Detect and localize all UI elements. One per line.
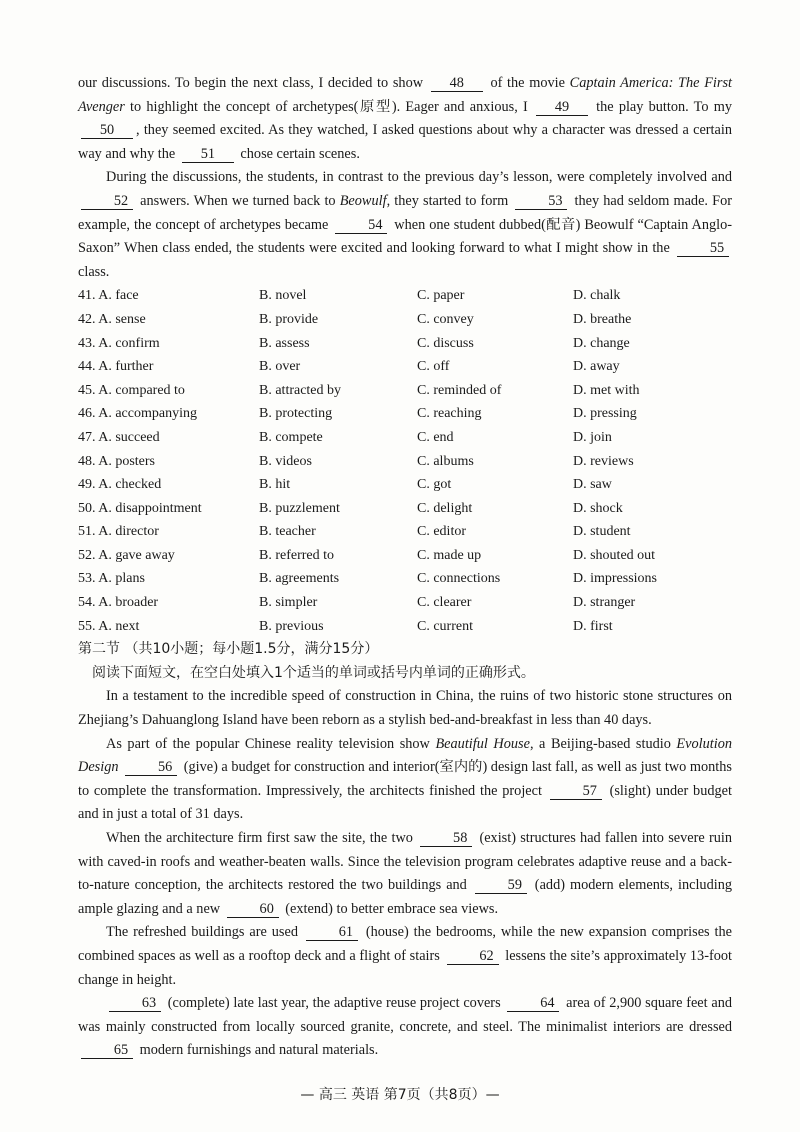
option-c: C. end	[417, 429, 454, 445]
option-b: B. referred to	[259, 547, 335, 563]
option-d: D. reviews	[573, 453, 634, 469]
option-b: B. simpler	[259, 595, 318, 611]
option-b: B. videos	[259, 453, 312, 469]
text: As part of the popular Chinese reality television show	[106, 735, 436, 752]
option-c: C. made up	[417, 547, 482, 563]
text: , they started to form	[386, 192, 513, 209]
option-c: C. reaching	[417, 406, 482, 422]
option-b: B. over	[259, 359, 301, 375]
text: class.	[78, 263, 110, 280]
option-c: C. delight	[417, 500, 473, 516]
passage-paragraph-3	[78, 827, 732, 921]
option-a: 49. A. checked	[78, 477, 162, 493]
show-title: Beautiful House	[435, 735, 530, 752]
blank-54: 54	[335, 218, 387, 234]
text: (add) modern elements, including ample glazing and a new	[78, 877, 732, 917]
text: When the architecture firm first saw the site, the two	[106, 830, 418, 846]
text: , a Beijing-based studio	[529, 735, 677, 752]
option-b: B. attracted by	[259, 382, 342, 398]
page-footer: — 高三 英语 第7页（共8页）—	[300, 1087, 500, 1103]
option-d: D. shouted out	[573, 547, 656, 563]
text: (complete) late last year, the adaptive reuse project covers	[164, 995, 505, 1012]
option-row	[78, 308, 732, 332]
blank-60: 60	[227, 902, 279, 918]
blank-51: 51	[182, 147, 234, 163]
option-b: B. hit	[259, 477, 291, 493]
option-a: 53. A. plans	[78, 571, 145, 587]
option-c: C. discuss	[417, 335, 474, 351]
option-c: C. convey	[417, 311, 474, 327]
option-row	[78, 591, 732, 615]
blank-59: 59	[475, 878, 527, 894]
option-b: B. agreements	[259, 571, 340, 587]
option-row	[78, 284, 732, 308]
option-d: D. join	[573, 429, 612, 445]
text: when one student dubbed(配音) Beowulf “Captain Anglo-Saxon” When class ended, the students were excited and looking forward to what I might show in the	[78, 216, 732, 257]
blank-62: 62	[447, 949, 499, 965]
passage-paragraph-5	[78, 992, 732, 1063]
text: (give) a budget for construction and interior(室内的) design last fall, as well as just two months to complete the transformation. Impressively, the architects finished the project	[78, 759, 732, 799]
option-row	[78, 520, 732, 544]
option-c: C. connections	[417, 571, 501, 587]
passage-paragraph-4	[78, 921, 732, 992]
option-d: D. saw	[573, 477, 612, 493]
text: , they seemed excited. As they watched, I asked questions about why a character was dressed a certain way and why the	[78, 122, 732, 162]
blank-48: 48	[431, 76, 483, 92]
option-a: 55. A. next	[78, 618, 140, 634]
option-c: C. current	[417, 618, 473, 634]
option-c: C. albums	[417, 453, 474, 469]
option-a: 44. A. further	[78, 359, 154, 375]
option-row	[78, 497, 732, 521]
option-b: B. puzzlement	[259, 500, 340, 516]
option-d: D. change	[573, 335, 630, 351]
option-d: D. chalk	[573, 288, 621, 304]
text: the play button. To my	[590, 98, 733, 115]
option-a: 42. A. sense	[78, 311, 146, 327]
option-a: 52. A. gave away	[78, 547, 175, 563]
option-b: B. teacher	[259, 524, 316, 540]
text	[119, 759, 123, 775]
text: area of 2,900 square feet and was mainly constructed from locally sourced granite, concrete, and steel. The minimalist interiors are dressed	[78, 995, 733, 1035]
option-b: B. assess	[259, 335, 310, 351]
blank-63: 63	[109, 996, 161, 1012]
option-c: C. paper	[417, 288, 465, 304]
option-row	[78, 332, 732, 356]
option-a: 48. A. posters	[78, 453, 155, 469]
option-b: B. compete	[259, 429, 323, 445]
blank-49: 49	[536, 100, 588, 116]
option-c: C. off	[417, 359, 450, 375]
option-a: 47. A. succeed	[78, 429, 160, 445]
option-c: C. clearer	[417, 595, 472, 611]
option-a: 54. A. broader	[78, 595, 159, 611]
option-c: C. got	[417, 477, 452, 493]
section-instruction: 阅读下面短文，在空白处填入1个适当的单词或括号内单词的正确形式。	[92, 664, 535, 681]
option-a: 45. A. compared to	[78, 382, 185, 398]
option-row	[78, 615, 732, 639]
option-d: D. impressions	[573, 571, 657, 587]
blank-50: 50	[81, 123, 133, 139]
text: lessens the site’s approximately 13-foot change in height.	[78, 947, 732, 988]
option-row	[78, 379, 732, 403]
text: our discussions. To begin the next class, I decided to show	[78, 75, 428, 91]
option-row	[78, 473, 732, 497]
option-a: 51. A. director	[78, 524, 159, 540]
blank-56: 56	[125, 760, 177, 776]
option-c: C. reminded of	[417, 382, 502, 398]
text: (slight) under budget and in just a total of 31 days.	[78, 782, 732, 823]
passage-paragraph-1: In a testament to the incredible speed of construction in China, the ruins of two historic stone structures on Zhejiang’s Dahuanglong Island have been reborn as a stylish bed-and-breakfast in less than 40 days.	[78, 688, 732, 729]
text: to highlight the concept of archetypes(原型). Eager and anxious, I	[124, 98, 533, 115]
blank-64: 64	[507, 996, 559, 1012]
blank-55: 55	[677, 241, 729, 257]
blank-57: 57	[550, 784, 602, 800]
option-d: D. away	[573, 359, 620, 375]
option-a: 50. A. disappointment	[78, 500, 202, 516]
movie-title: Captain America: The First Avenger	[78, 75, 732, 115]
text: chose certain scenes.	[236, 145, 360, 162]
book-title: Beowulf	[339, 192, 387, 209]
option-a: 43. A. confirm	[78, 335, 160, 351]
option-row	[78, 426, 732, 450]
text: they had seldom made. For example, the concept of archetypes became	[78, 192, 732, 233]
passage-paragraph-2	[78, 733, 732, 827]
blank-65: 65	[81, 1043, 133, 1059]
studio-name: Evolution Design	[78, 735, 732, 776]
option-d: D. breathe	[573, 311, 632, 327]
cloze-paragraph-1	[78, 72, 732, 166]
section-heading: 第二节 （共10小题；每小题1.5分，满分15分）	[78, 641, 379, 658]
option-c: C. editor	[417, 524, 466, 540]
text: modern furnishings and natural materials.	[136, 1042, 379, 1059]
option-d: D. met with	[573, 382, 640, 398]
text: The refreshed buildings are used	[106, 924, 303, 941]
option-a: 41. A. face	[78, 288, 139, 304]
option-b: B. provide	[259, 311, 319, 327]
option-b: B. novel	[259, 288, 307, 304]
option-row	[78, 355, 732, 379]
text: (house) the bedrooms, while the new expansion comprises the combined spaces as well as a rooftop deck and a flight of stairs	[78, 924, 732, 964]
cloze-paragraph-2	[78, 166, 732, 284]
blank-58: 58	[420, 831, 472, 847]
option-b: B. previous	[259, 618, 324, 634]
option-d: D. student	[573, 524, 631, 540]
option-d: D. stranger	[573, 595, 636, 611]
answer-options	[78, 284, 732, 638]
text: answers. When we turned back to	[136, 192, 340, 209]
option-row	[78, 402, 732, 426]
text: (extend) to better embrace sea views.	[281, 900, 499, 917]
text: During the discussions, the students, in contrast to the previous day’s lesson, were completely involved and	[106, 169, 732, 186]
text: (exist) structures had fallen into severe ruin with caved-in roofs and weather-beaten walls. Since the television program celebrates adaptive reuse and a back-to-nature conception, the architects restored the two buildings and	[78, 830, 732, 894]
text: of the movie	[485, 75, 570, 91]
blank-61: 61	[306, 925, 358, 941]
page-content	[78, 72, 732, 1063]
option-b: B. protecting	[259, 406, 333, 422]
option-d: D. shock	[573, 500, 623, 516]
option-row	[78, 544, 732, 568]
blank-53: 53	[515, 194, 567, 210]
option-row	[78, 567, 732, 591]
option-a: 46. A. accompanying	[78, 406, 197, 422]
blank-52: 52	[81, 194, 133, 210]
option-d: D. pressing	[573, 406, 637, 422]
option-d: D. first	[573, 618, 613, 634]
option-row	[78, 450, 732, 474]
